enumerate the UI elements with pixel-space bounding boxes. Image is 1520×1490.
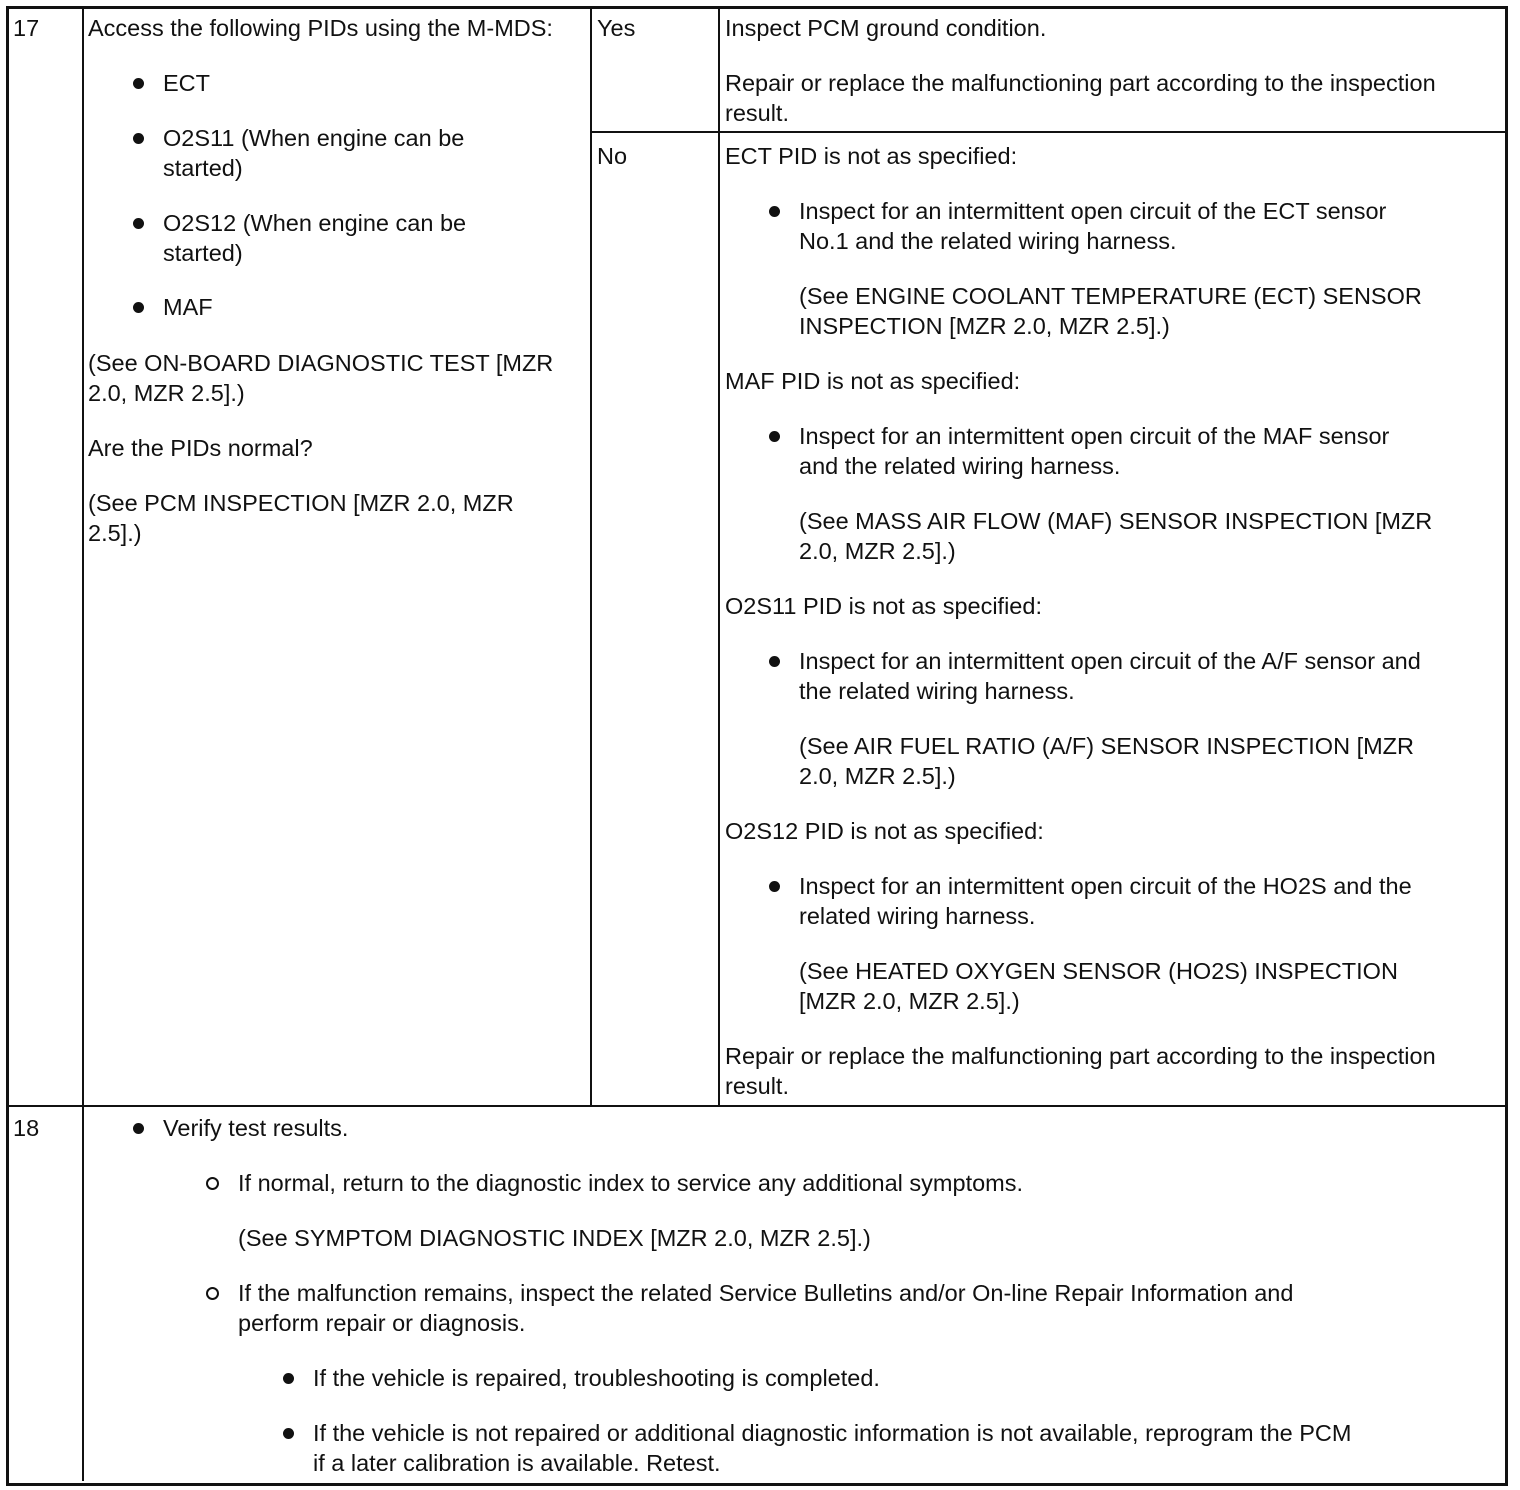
see-pcm-link[interactable]: (See PCM INSPECTION [MZR 2.0, MZR — [88, 490, 514, 516]
o2s12-inspect-cont: related wiring harness. — [799, 903, 1036, 929]
maf-inspect: Inspect for an intermittent open circuit of the MAF sensor — [799, 423, 1390, 449]
see-pcm-link-cont[interactable]: 2.5].) — [88, 520, 142, 546]
if-remains: If the malfunction remains, inspect the related Service Bulletins and/or On-line Repair Information and — [238, 1280, 1294, 1306]
yes-label: Yes — [597, 15, 636, 41]
bullet-icon — [133, 218, 144, 229]
action-intro: Access the following PIDs using the M-MDS: — [88, 15, 553, 41]
pid-item: O2S11 (When engine can be — [163, 125, 465, 151]
circle-bullet-icon — [206, 1177, 219, 1190]
see-obd-link[interactable]: (See ON-BOARD DIAGNOSTIC TEST [MZR — [88, 350, 554, 376]
bullet-icon — [769, 881, 780, 892]
ect-inspect: Inspect for an intermittent open circuit of the ECT sensor — [799, 198, 1387, 224]
o2s12-heading: O2S12 PID is not as specified: — [725, 818, 1044, 844]
bullet-icon — [769, 431, 780, 442]
no-repair-cont: result. — [725, 1073, 789, 1099]
bullet-icon — [133, 302, 144, 313]
yes-repair: Repair or replace the malfunctioning part according to the inspection — [725, 70, 1436, 96]
bullet-icon — [769, 206, 780, 217]
ect-see-link-cont[interactable]: INSPECTION [MZR 2.0, MZR 2.5].) — [799, 313, 1170, 339]
bullet-icon — [283, 1428, 294, 1439]
o2s11-heading: O2S11 PID is not as specified: — [725, 593, 1042, 619]
o2s12-inspect: Inspect for an intermittent open circuit of the HO2S and the — [799, 873, 1412, 899]
bullet-icon — [133, 1123, 144, 1134]
o2s11-inspect: Inspect for an intermittent open circuit of the A/F sensor and — [799, 648, 1421, 674]
col-divider-result — [718, 7, 720, 1106]
if-repaired: If the vehicle is repaired, troubleshooting is completed. — [313, 1365, 880, 1391]
step-number: 17 — [13, 15, 40, 41]
pid-item: MAF — [163, 294, 213, 320]
pid-item-cont: started) — [163, 240, 243, 266]
row-divider-yes-no — [590, 131, 1505, 133]
circle-bullet-icon — [206, 1287, 219, 1300]
row-divider-step-18 — [7, 1105, 1505, 1107]
o2s11-see-link[interactable]: (See AIR FUEL RATIO (A/F) SENSOR INSPECTION [MZR — [799, 733, 1414, 759]
no-label: No — [597, 143, 628, 169]
col-divider-action — [590, 7, 592, 1106]
bullet-icon — [133, 78, 144, 89]
question: Are the PIDs normal? — [88, 435, 313, 461]
if-normal: If normal, return to the diagnostic index to service any additional symptoms. — [238, 1170, 1024, 1196]
pid-item: ECT — [163, 70, 210, 96]
bullet-icon — [769, 656, 780, 667]
see-symptom-link[interactable]: (See SYMPTOM DIAGNOSTIC INDEX [MZR 2.0, MZR 2.5].) — [238, 1225, 871, 1251]
pid-item: O2S12 (When engine can be — [163, 210, 467, 236]
o2s11-see-link-cont[interactable]: 2.0, MZR 2.5].) — [799, 763, 956, 789]
maf-see-link[interactable]: (See MASS AIR FLOW (MAF) SENSOR INSPECTION [MZR — [799, 508, 1433, 534]
col-divider-step — [82, 7, 84, 1481]
maf-see-link-cont[interactable]: 2.0, MZR 2.5].) — [799, 538, 956, 564]
ect-see-link[interactable]: (See ENGINE COOLANT TEMPERATURE (ECT) SENSOR — [799, 283, 1422, 309]
verify-results: Verify test results. — [163, 1115, 349, 1141]
yes-repair-cont: result. — [725, 100, 789, 126]
pid-item-cont: started) — [163, 155, 243, 181]
bullet-icon — [283, 1373, 294, 1384]
maf-heading: MAF PID is not as specified: — [725, 368, 1021, 394]
step-number: 18 — [13, 1115, 40, 1141]
o2s11-inspect-cont: the related wiring harness. — [799, 678, 1075, 704]
o2s12-see-link-cont[interactable]: [MZR 2.0, MZR 2.5].) — [799, 988, 1020, 1014]
yes-action: Inspect PCM ground condition. — [725, 15, 1047, 41]
bullet-icon — [133, 133, 144, 144]
maf-inspect-cont: and the related wiring harness. — [799, 453, 1121, 479]
no-repair: Repair or replace the malfunctioning part according to the inspection — [725, 1043, 1436, 1069]
if-not-repaired: If the vehicle is not repaired or additional diagnostic information is not available, reprogram the PCM — [313, 1420, 1352, 1446]
ect-heading: ECT PID is not as specified: — [725, 143, 1018, 169]
if-not-repaired-cont: if a later calibration is available. Retest. — [313, 1450, 721, 1476]
ect-inspect-cont: No.1 and the related wiring harness. — [799, 228, 1177, 254]
if-remains-cont: perform repair or diagnosis. — [238, 1310, 526, 1336]
see-obd-link-cont[interactable]: 2.0, MZR 2.5].) — [88, 380, 245, 406]
o2s12-see-link[interactable]: (See HEATED OXYGEN SENSOR (HO2S) INSPECTION — [799, 958, 1398, 984]
